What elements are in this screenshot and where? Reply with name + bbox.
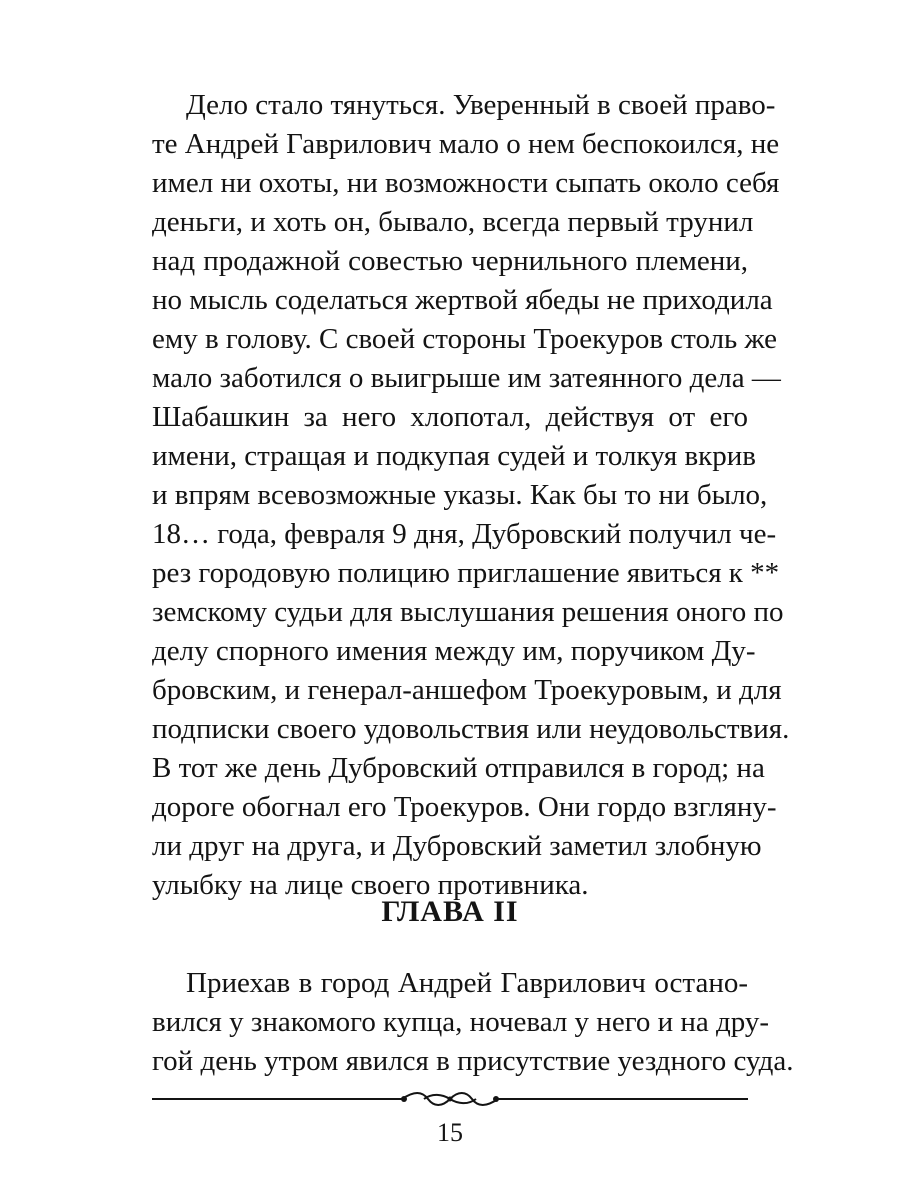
- text-line: ему в голову. С своей стороны Троекуров столь же: [152, 323, 778, 355]
- text-line: вился у знакомого купца, ночевал у него и на дру-: [152, 1006, 770, 1038]
- body-paragraph-2: [152, 964, 794, 1081]
- text-line: бровским, и генерал-аншефом Троекуровым, и для: [152, 674, 782, 706]
- text-line: мало заботился о выигрыше им затеянного дела —: [152, 362, 781, 394]
- flourish-divider-icon: [152, 1088, 748, 1110]
- text-line: улыбку на лице своего противника.: [152, 869, 589, 901]
- text-line: дороге обогнал его Троекуров. Они гордо взгляну-: [152, 791, 777, 823]
- text-line: Дело стало тянуться. Уверенный в своей право-: [186, 89, 776, 121]
- paragraph-text: [152, 86, 790, 905]
- text-line: рез городовую полицию приглашение явиться к **: [152, 557, 780, 589]
- text-line: Приехав в город Андрей Гаврилович остано-: [186, 967, 748, 999]
- text-line: но мысль соделаться жертвой ябеды не приходила: [152, 284, 773, 316]
- text-line: и впрям всевозможные указы. Как бы то ни было,: [152, 479, 768, 511]
- text-line: земскому судьи для выслушания решения оного по: [152, 596, 784, 628]
- text-line: над продажной совестью чернильного племени,: [152, 245, 748, 277]
- text-line: имел ни охоты, ни возможности сыпать около себя: [152, 167, 780, 199]
- text-line: Шабашкин за него хлопотал, действуя от его: [152, 401, 748, 433]
- body-paragraph-1: [152, 86, 790, 905]
- text-line: 18… года, февраля 9 дня, Дубровский получил че-: [152, 518, 777, 550]
- text-line: В тот же день Дубровский отправился в город; на: [152, 752, 765, 784]
- text-line: подписки своего удовольствия или неудовольствия.: [152, 713, 790, 745]
- text-line: делу спорного имения между им, поручиком Ду-: [152, 635, 756, 667]
- text-line: те Андрей Гаврилович мало о нем беспокоился, не: [152, 128, 780, 160]
- text-line: деньги, и хоть он, бывало, всегда первый трунил: [152, 206, 754, 238]
- chapter-heading: ГЛАВА II: [381, 895, 519, 928]
- text-line: имени, стращая и подкупая судей и толкуя вкрив: [152, 440, 756, 472]
- text-line: ли друг на друга, и Дубровский заметил злобную: [152, 830, 762, 862]
- text-line: гой день утром явился в присутствие уездного суда.: [152, 1045, 794, 1077]
- page-number: 15: [437, 1118, 463, 1147]
